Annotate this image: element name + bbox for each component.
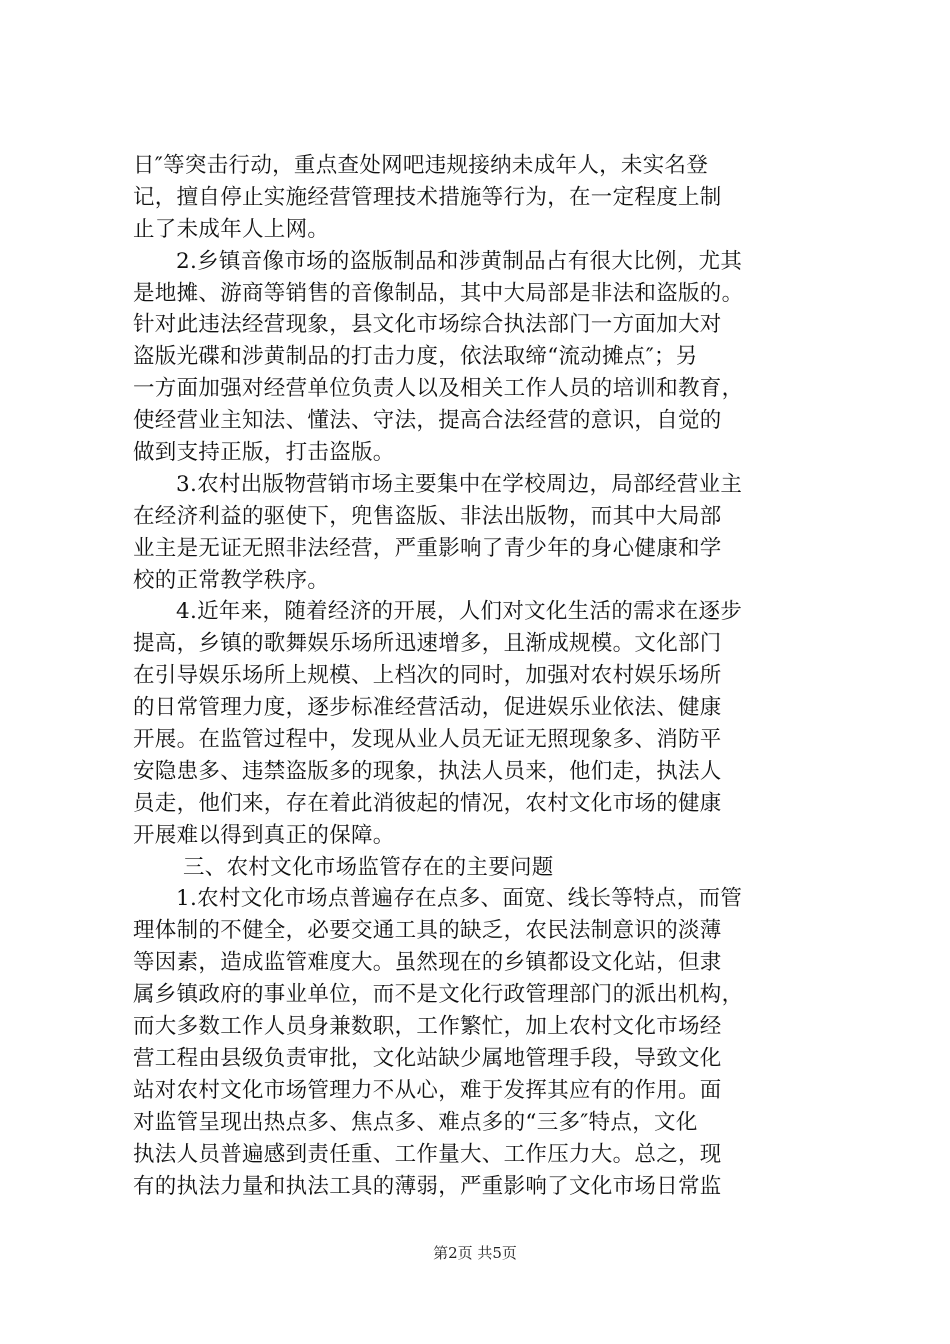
text-line: 校的正常教学秩序。 xyxy=(133,567,330,593)
text-line: 日″等突击行动，重点查处网吧违规接纳未成年人，未实名登 xyxy=(133,153,709,178)
text-line: 止了未成年人上网。 xyxy=(133,216,330,242)
text-line: 营工程由县级负责审批，文化站缺少属地管理手段，导致文化 xyxy=(133,1045,722,1071)
text-line: 站对农村文化市场管理力不从心，难于发挥其应有的作用。面 xyxy=(133,1077,722,1103)
page-footer: 第2页 共5页 xyxy=(433,1244,517,1262)
text-line: 使经营业主知法、懂法、守法，提高合法经营的意识，自觉的 xyxy=(133,408,722,434)
text-line: 在引导娱乐场所上规模、上档次的同时，加强对农村娱乐场所 xyxy=(133,663,722,689)
text-line: 员走，他们来，存在着此消彼起的情况，农村文化市场的健康 xyxy=(133,790,722,816)
text-line: 等因素，造成监管难度大。虽然现在的乡镇都设文化站，但隶 xyxy=(133,950,722,976)
text-line: 3.农村出版物营销市场主要集中在学校周边，局部经营业主 xyxy=(176,471,743,497)
text-line: 执法人员普遍感到责任重、工作量大、工作压力大。总之，现 xyxy=(133,1141,722,1167)
text-line: 三、农村文化市场监管存在的主要问题 xyxy=(183,854,554,880)
text-line: 盗版光碟和涉黄制品的打击力度，依法取缔“流动摊点″；另 xyxy=(133,344,698,370)
text-line: 针对此违法经营现象，县文化市场综合执法部门一方面加大对 xyxy=(133,312,722,338)
text-line: 4.近年来，随着经济的开展，人们对文化生活的需求在逐步 xyxy=(176,599,743,625)
text-line: 1.农村文化市场点普遍存在点多、面宽、线长等特点，而管 xyxy=(176,886,743,912)
document-body xyxy=(133,150,833,1202)
text-line: 在经济利益的驱使下，兜售盗版、非法出版物，而其中大局部 xyxy=(133,503,722,529)
text-line: 开展。在监管过程中，发现从业人员无证无照现象多、消防平 xyxy=(133,727,722,753)
text-line: 记，擅自停止实施经营管理技术措施等行为，在一定程度上制 xyxy=(133,184,722,210)
text-line: 有的执法力量和执法工具的薄弱，严重影响了文化市场日常监 xyxy=(133,1173,722,1199)
text-line: 是地摊、游商等销售的音像制品，其中大局部是非法和盗版的。 xyxy=(133,280,744,306)
text-line: 的日常管理力度，逐步标准经营活动，促进娱乐业依法、健康 xyxy=(133,695,722,721)
text-line: 对监管呈现出热点多、焦点多、难点多的“三多″特点，文化 xyxy=(133,1109,698,1135)
text-line: 安隐患多、违禁盗版多的现象，执法人员来，他们走，执法人 xyxy=(133,758,722,784)
text-line: 而大多数工作人员身兼数职，工作繁忙，加上农村文化市场经 xyxy=(133,1014,722,1040)
text-line: 提高，乡镇的歌舞娱乐场所迅速增多，且渐成规模。文化部门 xyxy=(133,631,722,657)
text-line: 理体制的不健全，必要交通工具的缺乏，农民法制意识的淡薄 xyxy=(133,918,722,944)
text-line: 做到支持正版，打击盗版。 xyxy=(133,440,395,466)
text-line: 开展难以得到真正的保障。 xyxy=(133,822,395,848)
text-line: 一方面加强对经营单位负责人以及相关工作人员的培训和教育， xyxy=(133,376,744,402)
text-line: 属乡镇政府的事业单位，而不是文化行政管理部门的派出机构， xyxy=(133,982,744,1008)
text-line: 2.乡镇音像市场的盗版制品和涉黄制品占有很大比例，尤其 xyxy=(176,248,743,274)
text-line: 业主是无证无照非法经营，严重影响了青少年的身心健康和学 xyxy=(133,535,722,561)
